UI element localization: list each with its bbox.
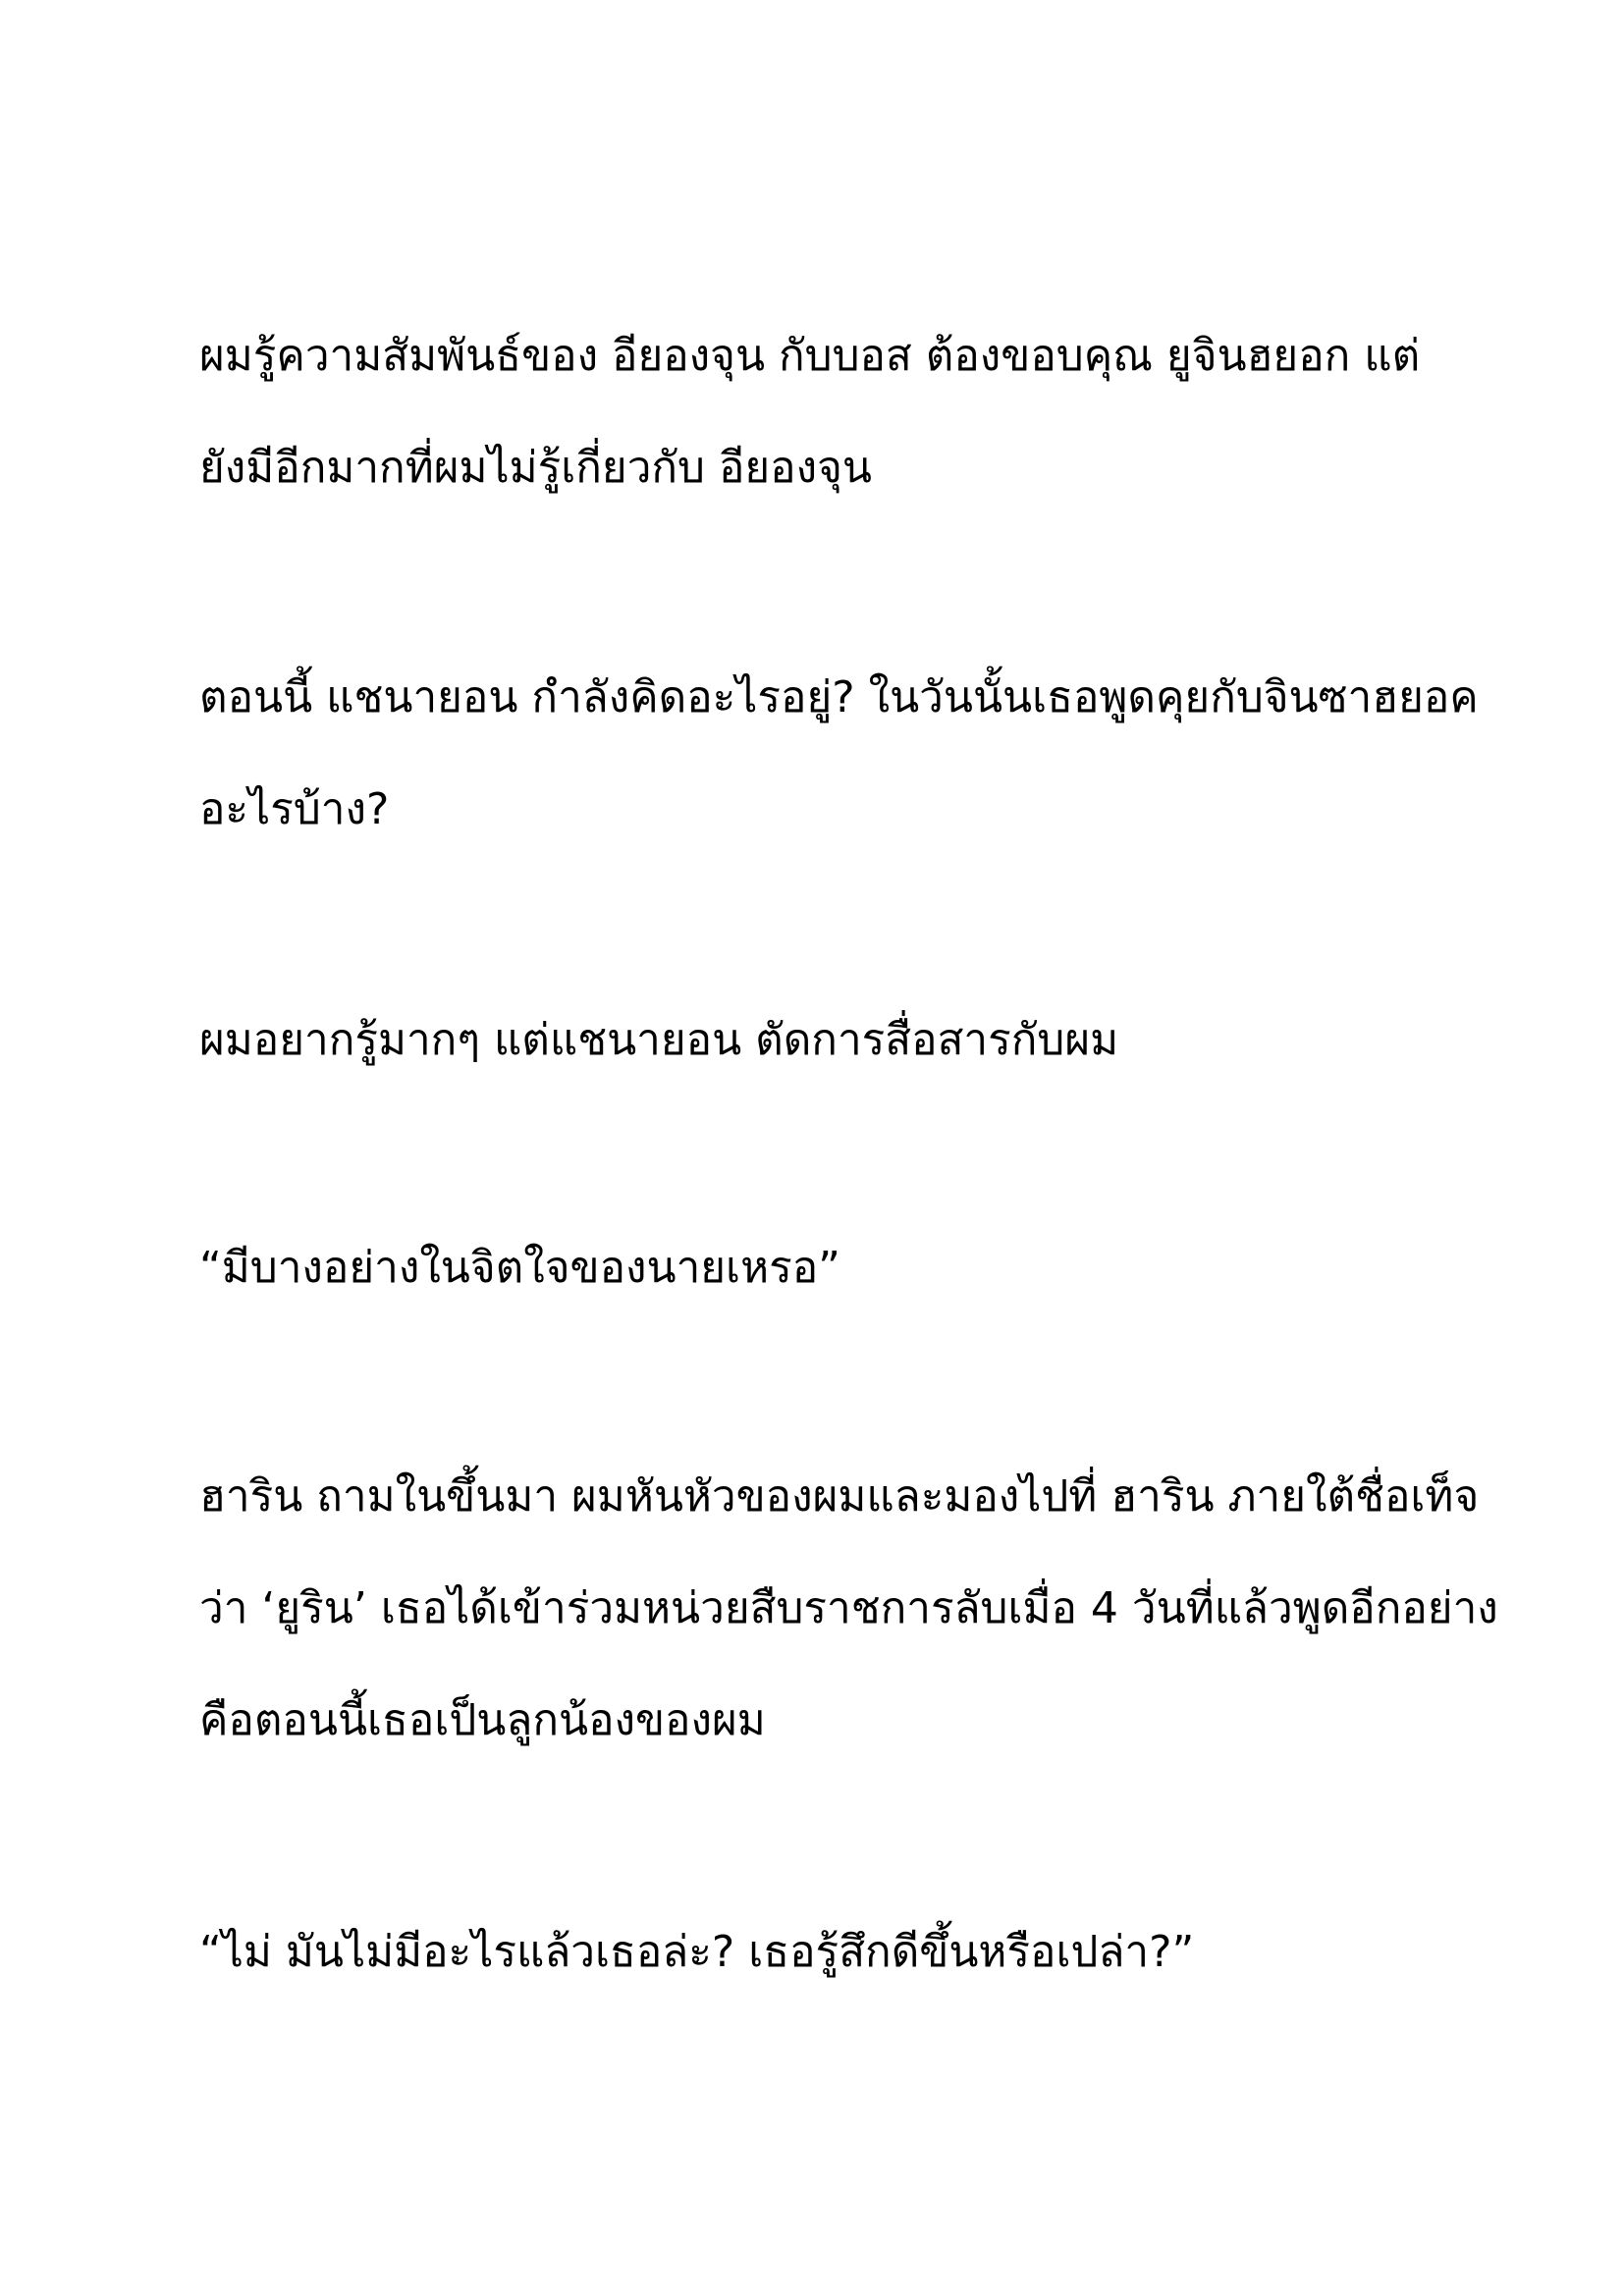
paragraph-6 — [199, 1896, 1446, 2008]
paragraph-1-line-2: ยังมีอีกมากที่ผมไม่รู้เกี่ยวกับ อียองจุน — [199, 443, 872, 493]
paragraph-4 — [199, 1212, 1446, 1324]
paragraph-2-line-2: อะไรบ้าง? — [199, 784, 390, 834]
paragraph-2-line-1: ตอนนี้ แชนายอน กำลังคิดอะไรอยู่? ในวันนั้นเธอพูดคุยกับจินซาฮยอค — [199, 672, 1479, 722]
paragraph-4-line-1: “มีบางอย่างในจิตใจของนายเหรอ” — [199, 1243, 840, 1293]
paragraph-5-line-1: ฮาริน ถามในขึ้นมา ผมหันหัวของผมและมองไปที่ ฮาริน ภายใต้ชื่อเท็จ — [199, 1471, 1480, 1522]
paragraph-3-line-1: ผมอยากรู้มากๆ แต่แชนายอน ตัดการสื่อสารกับผม — [199, 1015, 1119, 1065]
paragraph-2 — [199, 642, 1479, 866]
paragraph-1 — [199, 300, 1446, 524]
paragraph-6-line-1: “ไม่ มันไม่มีอะไรแล้วเธอล่ะ? เธอรู้สึกดีขึ้นหรือเปล่า?” — [199, 1927, 1195, 1977]
paragraph-3 — [199, 985, 1446, 1096]
paragraph-5 — [199, 1441, 1498, 1777]
paragraph-1-line-1: ผมรู้ความสัมพันธ์ของ อียองจุน กับบอส ต้องขอบคุณ ยูจินฮยอก แต่ — [199, 331, 1421, 381]
paragraph-5-line-2: ว่า ‘ยูริน’ เธอได้เข้าร่วมหน่วยสืบราชการลับเมื่อ 4 วันที่แล้วพูดอีกอย่าง — [199, 1583, 1498, 1633]
paragraph-5-line-3: คือตอนนี้เธอเป็นลูกน้องของผม — [199, 1695, 766, 1745]
